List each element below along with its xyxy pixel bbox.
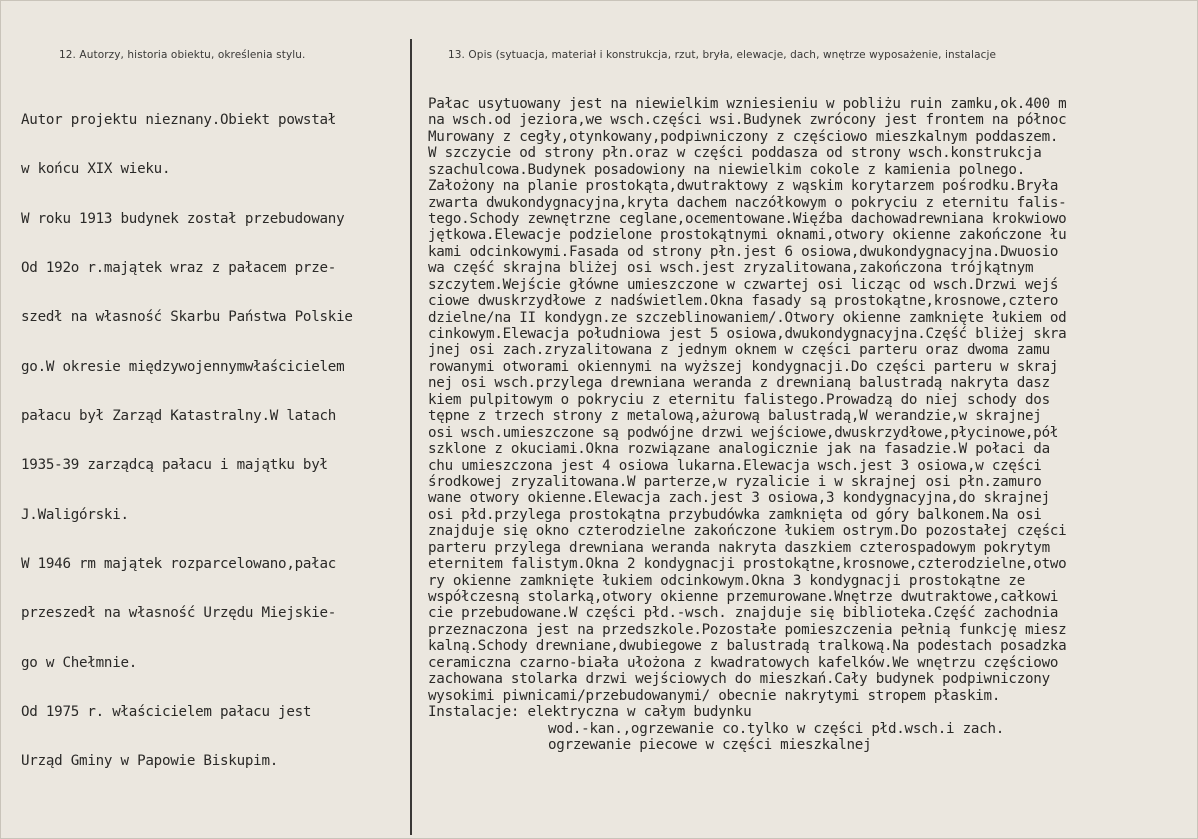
history-line: go w Chełmnie. xyxy=(21,654,138,671)
description-line: szklone z okuciami.Okna rozwiązane analogicznie jak na fasadzie.W połaci da xyxy=(428,441,1050,458)
description-line: kami odcinkowymi.Fasada od strony płn.jest 6 osiowa,dwukondygnacyjna.Dwuosio xyxy=(428,243,1059,260)
description-line: parteru przylega drewniana weranda nakryta daszkiem czterospadowym pokrytym xyxy=(428,539,1050,556)
history-line: pałacu był Zarząd Katastralny.W latach xyxy=(21,407,337,424)
description-line: nej osi wsch.przylega drewniana weranda z drewnianą balustradą nakryta dasz xyxy=(428,375,1050,392)
description-line: cie przebudowane.W części płd.-wsch. znajduje się biblioteka.Część zachodnia xyxy=(428,605,1059,622)
history-line: 1935-39 zarządcą pałacu i majątku był xyxy=(21,457,328,474)
left-section-header: 12. Autorzy, historia obiektu, określenia stylu. xyxy=(59,49,306,61)
description-line: środkowej zryzalitowana.W parterze,w ryzalicie i w skrajnej osi płn.zamuro xyxy=(428,473,1042,490)
history-line: Od 192o r.majątek wraz z pałacem prze- xyxy=(21,259,337,276)
installation-line: wod.-kan.,ogrzewanie co.tylko w części płd.wsch.i zach. xyxy=(548,720,1005,737)
history-line: Urząd Gminy w Papowie Biskupim. xyxy=(21,753,279,770)
description-line: ceramiczna czarno-biała ułożona z kwadratowych kafelków.We wnętrzu częściowo xyxy=(428,654,1059,671)
description-line: Założony na planie prostokąta,dwutraktowy z wąskim korytarzem pośrodku.Bryła xyxy=(428,178,1059,195)
installation-line: ogrzewanie piecowe w części mieszkalnej xyxy=(548,736,872,753)
description-line: szachulcowa.Budynek posadowiony na niewielkim cokole z kamienia polnego. xyxy=(428,161,1025,178)
history-line: w końcu XIX wieku. xyxy=(21,161,171,178)
description-line: tępne z trzech strony z metalową,ażurową balustradą,W werandzie,w skrajnej xyxy=(428,408,1042,425)
description-line: Murowany z cegły,otynkowany,podpiwniczony z częściowo mieszkalnym poddaszem. xyxy=(428,128,1059,145)
right-section-header: 13. Opis (sytuacja, materiał i konstrukcja, rzut, bryła, elewacje, dach, wnętrze wyposażenie, instalacje xyxy=(448,49,997,61)
history-line: szedł na własność Skarbu Państwa Polskie xyxy=(21,309,353,326)
description-line: cinkowym.Elewacja południowa jest 5 osiowa,dwukondygnacyjna.Część bliżej skra xyxy=(428,326,1067,343)
description-line: zwarta dwukondygnacyjna,kryta dachem naczółkowym o pokryciu z eternitu falis- xyxy=(428,194,1067,211)
history-line: W 1946 rm majątek rozparcelowano,pałac xyxy=(21,556,337,572)
description-line: jnej osi zach.zryzalitowana z jednym oknem w części parteru oraz dwoma zamu xyxy=(428,342,1050,359)
history-line: W roku 1913 budynek został przebudowany xyxy=(21,210,345,227)
description-line: szczytem.Wejście główne umieszczone w czwartej osi licząc od wsch.Drzwi wejś xyxy=(428,276,1059,293)
description-line: wysokimi piwnicami/przebudowanymi/ obecnie nakrytymi stropem płaskim. xyxy=(428,687,1001,704)
description-line: osi wsch.umieszczone są podwójne drzwi wejściowe,dwuskrzydłowe,płycinowe,pół xyxy=(428,424,1059,441)
description-line: kiem pulpitowym o pokryciu z eternitu falistego.Prowadzą do niej schody dos xyxy=(428,391,1050,408)
description-line: rowanymi otworami okiennymi na wyższej kondygnacji.Do części parteru w skraj xyxy=(428,358,1059,375)
description-line: ciowe dwuskrzydłowe z nadświetlem.Okna fasady są prostokątne,krosnowe,cztero xyxy=(428,293,1059,310)
description-line: chu umieszczona jest 4 osiowa lukarna.Elewacja wsch.jest 3 osiowa,w części xyxy=(428,457,1042,474)
history-line: go.W okresie międzywojennymwłaścicielem xyxy=(21,358,345,375)
description-line: znajduje się okno czterodzielne zakończone łukiem ostrym.Do pozostałej części xyxy=(428,523,1067,540)
description-line: wane otwory okienne.Elewacja zach.jest 3 osiowa,3 kondygnacyjna,do skrajnej xyxy=(428,490,1050,507)
description-line: osi płd.przylega prostokątna przybudówka zamknięta od góry balkonem.Na osi xyxy=(428,506,1042,523)
description-line: jętkowa.Elewacje podzielone prostokątnymi oknami,otwory okienne zakończone łu xyxy=(428,227,1067,244)
history-line: przeszedł na własność Urzędu Miejskie- xyxy=(21,605,337,622)
description-line: przeznaczona jest na przedszkole.Pozostałe pomieszczenia pełnią funkcję miesz xyxy=(428,621,1067,638)
description-line: zachowana stolarka drzwi wejściowych do mieszkań.Cały budynek podpiwniczony xyxy=(428,671,1050,688)
description-line: Instalacje: elektryczna w całym budynku xyxy=(428,704,752,721)
description-line: kalną.Schody drewniane,dwubiegowe z balustradą tralkową.Na podestach posadzka xyxy=(428,638,1067,655)
history-line: J.Waligórski. xyxy=(21,506,129,523)
history-text xyxy=(21,79,406,803)
description-line: ry okienne zamknięte łukiem odcinkowym.Okna 3 kondygnacji prostokątne ze xyxy=(428,572,1025,589)
history-line: Autor projektu nieznany.Obiekt powstał xyxy=(21,111,337,128)
description-line: tego.Schody zewnętrzne ceglane,ocementowane.Więźba dachowadrewniana krokwiowo xyxy=(428,210,1067,227)
description-text xyxy=(428,63,1198,753)
column-divider xyxy=(410,39,412,835)
description-line: Pałac usytuowany jest na niewielkim wzniesieniu w pobliżu ruin zamku,ok.400 m xyxy=(428,95,1067,112)
description-line: wa część skrajna bliżej osi wsch.jest zryzalitowana,zakończona trójkątnym xyxy=(428,260,1034,277)
description-line: współczesną stolarką,otwory okienne przemurowane.Wnętrze dwutraktowe,całkowi xyxy=(428,589,1059,606)
description-line: eternitem falistym.Okna 2 kondygnacji prostokątne,krosnowe,czterodzielne,otwo xyxy=(428,556,1067,573)
description-line: dzielne/na II kondygn.ze szczeblinowaniem/.Otwory okienne zamknięte łukiem od xyxy=(428,309,1067,326)
description-line: na wsch.od jeziora,we wsch.części wsi.Budynek zwrócony jest frontem na północ xyxy=(428,112,1067,129)
history-line: Od 1975 r. właścicielem pałacu jest xyxy=(21,704,312,721)
description-line: W szczycie od strony płn.oraz w części poddasza od strony wsch.konstrukcja xyxy=(428,145,1042,162)
